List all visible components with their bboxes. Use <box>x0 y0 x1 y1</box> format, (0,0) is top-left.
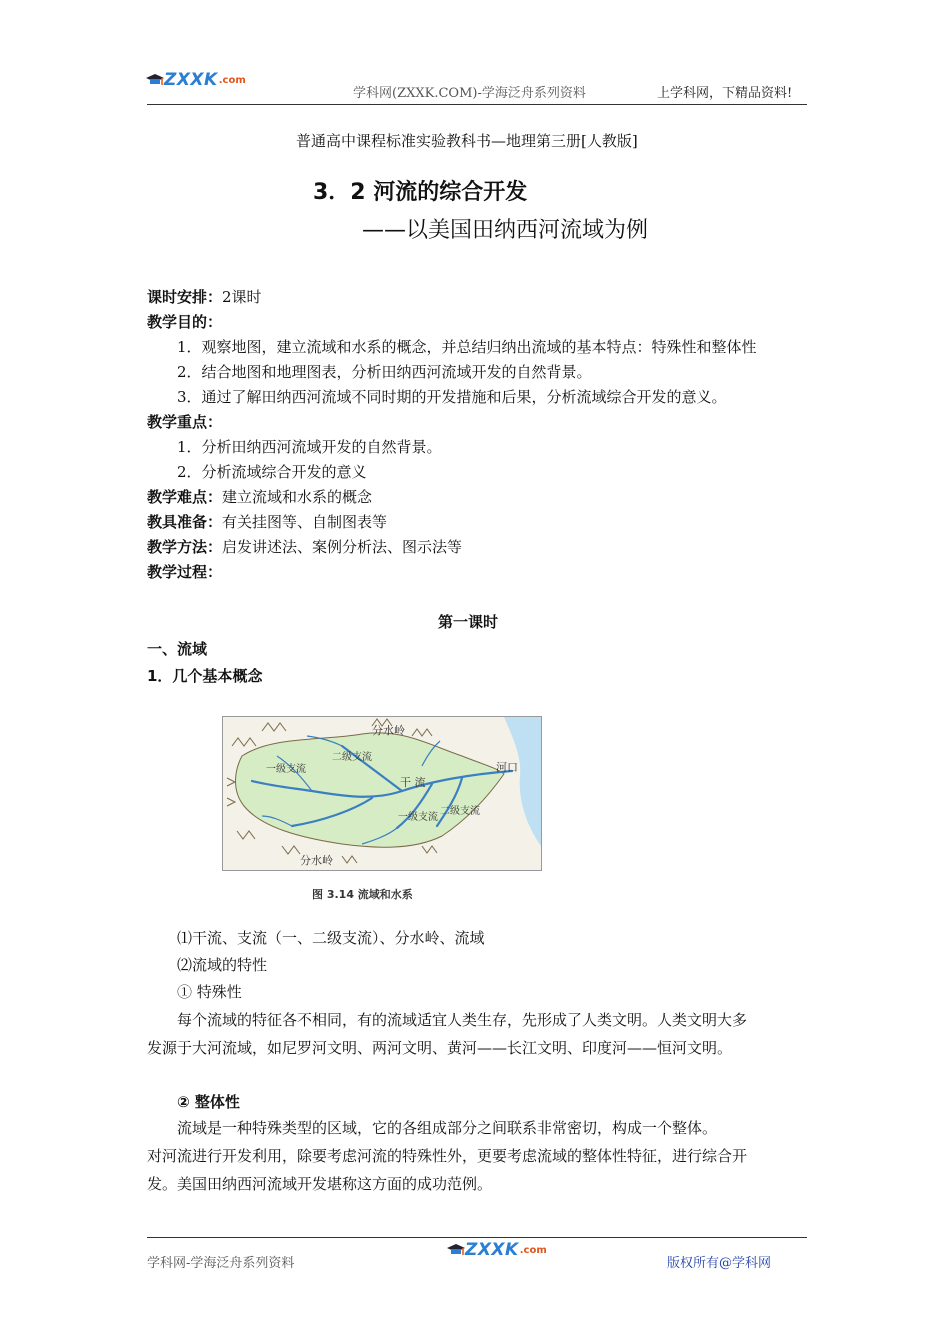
schedule-value: 2课时 <box>222 288 262 306</box>
goals-label: 教学目的： <box>147 313 223 331</box>
goal-item: 2．结合地图和地理图表，分析田纳西河流域开发的自然背景。 <box>177 363 592 381</box>
watershed-map <box>222 716 542 871</box>
method-value: 启发讲述法、案例分析法、图示法等 <box>222 538 463 556</box>
paragraph-line: 每个流域的特征各不相同，有的流域适宜人类生存，先形成了人类文明。人类文明大多 <box>177 1011 748 1029</box>
key-point-item: 1．分析田纳西河流域开发的自然背景。 <box>177 438 442 456</box>
header-right-text: 上学科网，下精品资料! <box>657 86 793 101</box>
series-title: 普通高中课程标准实验教科书—地理第三册[人教版] <box>296 132 638 150</box>
trib2-label-b: 二级支流 <box>440 806 480 817</box>
divide-bottom-label: 分水岭 <box>300 854 333 867</box>
process-label: 教学过程： <box>147 563 223 581</box>
key-points-label: 教学重点： <box>147 413 223 431</box>
footer-left-text: 学科网-学海泛舟系列资料 <box>147 1256 295 1271</box>
lesson-title: 3．2 河流的综合开发 <box>313 180 528 205</box>
key-points-label-line <box>147 410 222 435</box>
paragraph-line: 发源于大河流域，如尼罗河文明、两河文明、黄河——长江文明、印度河——恒河文明。 <box>147 1039 733 1057</box>
watershed-figure <box>222 716 542 871</box>
goal-item: 3．通过了解田纳西河流域不同时期的开发措施和后果，分析流域综合开发的意义。 <box>177 388 727 406</box>
schedule-line <box>147 285 262 310</box>
logo-text: ZXXK <box>465 1240 519 1260</box>
paragraph-line: 发。美国田纳西河流域开发堪称这方面的成功范例。 <box>147 1175 493 1193</box>
difficulty-line <box>147 485 372 510</box>
schedule-label: 课时安排： <box>147 288 223 306</box>
divide-top-label: 分水岭 <box>372 724 405 737</box>
footer-right-text: 版权所有@学科网 <box>667 1256 772 1271</box>
subsection-heading: 1．几个基本概念 <box>147 667 263 685</box>
footer-logo[interactable] <box>447 1240 547 1260</box>
concept-item: ⑵流域的特性 <box>177 956 268 974</box>
header-center-text: 学科网(ZXXK.COM)-学海泛舟系列资料 <box>353 86 586 101</box>
trib1-label-a: 一级支流 <box>266 764 306 775</box>
method-label: 教学方法： <box>147 538 223 556</box>
lesson-subtitle: ——以美国田纳西河流域为例 <box>362 218 649 243</box>
section-heading: 一、流域 <box>147 640 208 658</box>
key-point-item: 2．分析流域综合开发的意义 <box>177 463 367 481</box>
paragraph-line: 流域是一种特殊类型的区域，它的各组成部分之间联系非常密切，构成一个整体。 <box>177 1119 718 1137</box>
header-divider <box>147 104 807 105</box>
method-line <box>147 535 462 560</box>
graduation-cap-icon <box>447 1242 465 1258</box>
concept-item: ⑴干流、支流（一、二级支流）、分水岭、流域 <box>177 929 485 947</box>
logo-text: ZXXK <box>164 70 218 90</box>
trib2-label-a: 二级支流 <box>332 752 372 763</box>
tools-label: 教具准备： <box>147 513 223 531</box>
tools-line <box>147 510 387 535</box>
main-river-label: 干 流 <box>400 776 426 789</box>
trib1-label-b: 一级支流 <box>398 812 438 823</box>
logo-suffix: .com <box>519 1244 547 1256</box>
difficulty-label: 教学难点： <box>147 488 223 506</box>
goal-item: 1．观察地图，建立流域和水系的概念，并总结归纳出流域的基本特点：特殊性和整体性 <box>177 338 757 356</box>
process-line <box>147 560 222 585</box>
tools-value: 有关挂图等、自制图表等 <box>222 513 388 531</box>
lesson-heading: 第一课时 <box>438 613 499 631</box>
integrity-heading: ② 整体性 <box>177 1093 240 1111</box>
figure-caption: 图 3.14 流域和水系 <box>312 888 413 901</box>
paragraph-line: 对河流进行开发利用，除要考虑河流的特殊性外，更要考虑流域的整体性特征，进行综合开 <box>147 1147 748 1165</box>
difficulty-value: 建立流域和水系的概念 <box>222 488 373 506</box>
goals-label-line <box>147 310 222 335</box>
graduation-cap-icon <box>146 72 164 88</box>
footer-divider <box>147 1237 807 1238</box>
mouth-label: 河口 <box>496 761 518 774</box>
header-logo[interactable] <box>146 70 246 90</box>
concept-item: ① 特殊性 <box>177 983 242 1001</box>
logo-suffix: .com <box>218 74 246 86</box>
